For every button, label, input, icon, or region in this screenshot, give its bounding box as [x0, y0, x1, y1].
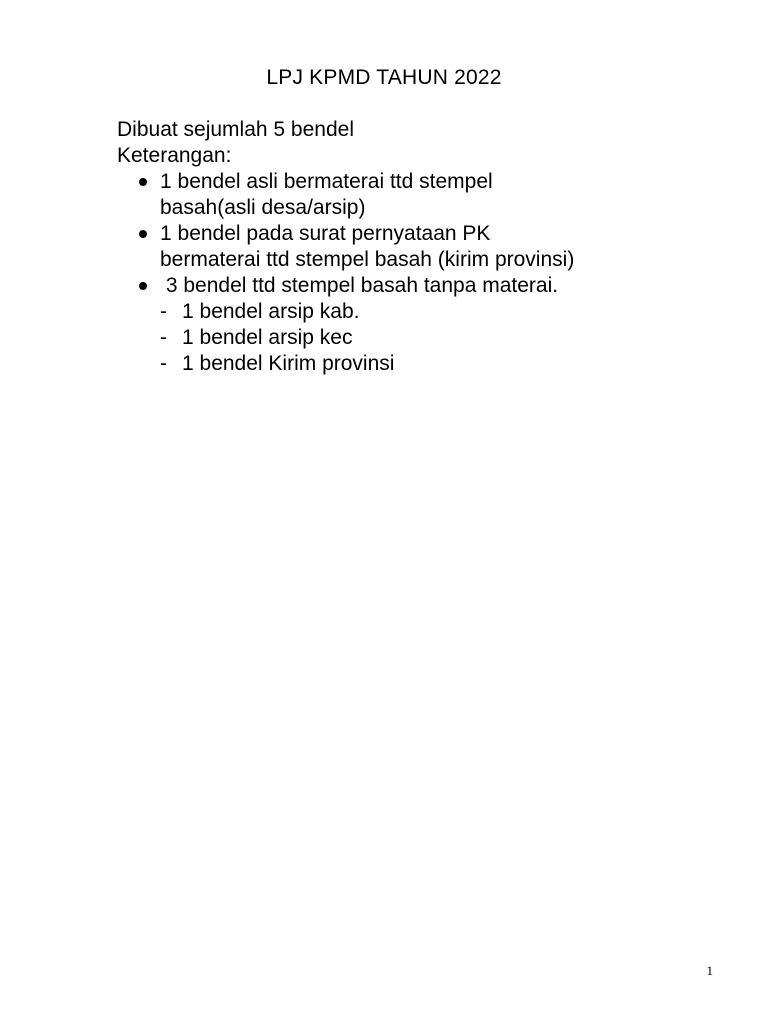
list-item-line: basah(asli desa/arsip) [160, 196, 366, 219]
bullet-icon [139, 282, 147, 290]
list-item-line: 3 bendel ttd stempel basah tanpa materai. [160, 274, 559, 297]
dash-marker: - [160, 352, 167, 375]
sub-list-item [117, 351, 574, 377]
intro-line: Dibuat sejumlah 5 bendel [117, 118, 354, 141]
keterangan-label: Keterangan: [117, 144, 232, 167]
list-item-line: 1 bendel asli bermaterai ttd stempel [160, 170, 493, 193]
sub-list-item-text: 1 bendel arsip kec [182, 326, 353, 349]
list-item-line: 1 bendel pada surat pernyataan PK [160, 222, 491, 245]
sub-list-item-text: 1 bendel arsip kab. [182, 300, 360, 323]
dash-marker: - [160, 326, 167, 349]
list-item [117, 169, 574, 221]
keterangan-list [117, 169, 574, 299]
document-body [117, 117, 574, 377]
sub-list-item [117, 299, 574, 325]
sub-list-item-text: 1 bendel Kirim provinsi [182, 352, 395, 375]
sub-list-item [117, 325, 574, 351]
list-item [117, 273, 574, 299]
dash-marker: - [160, 300, 167, 323]
bullet-icon [139, 230, 147, 238]
document-title: LPJ KPMD TAHUN 2022 [266, 66, 502, 89]
bullet-icon [139, 178, 147, 186]
page-number: 1 [706, 963, 713, 978]
list-item [117, 221, 574, 273]
list-item-line: bermaterai ttd stempel basah (kirim provinsi) [160, 248, 575, 271]
